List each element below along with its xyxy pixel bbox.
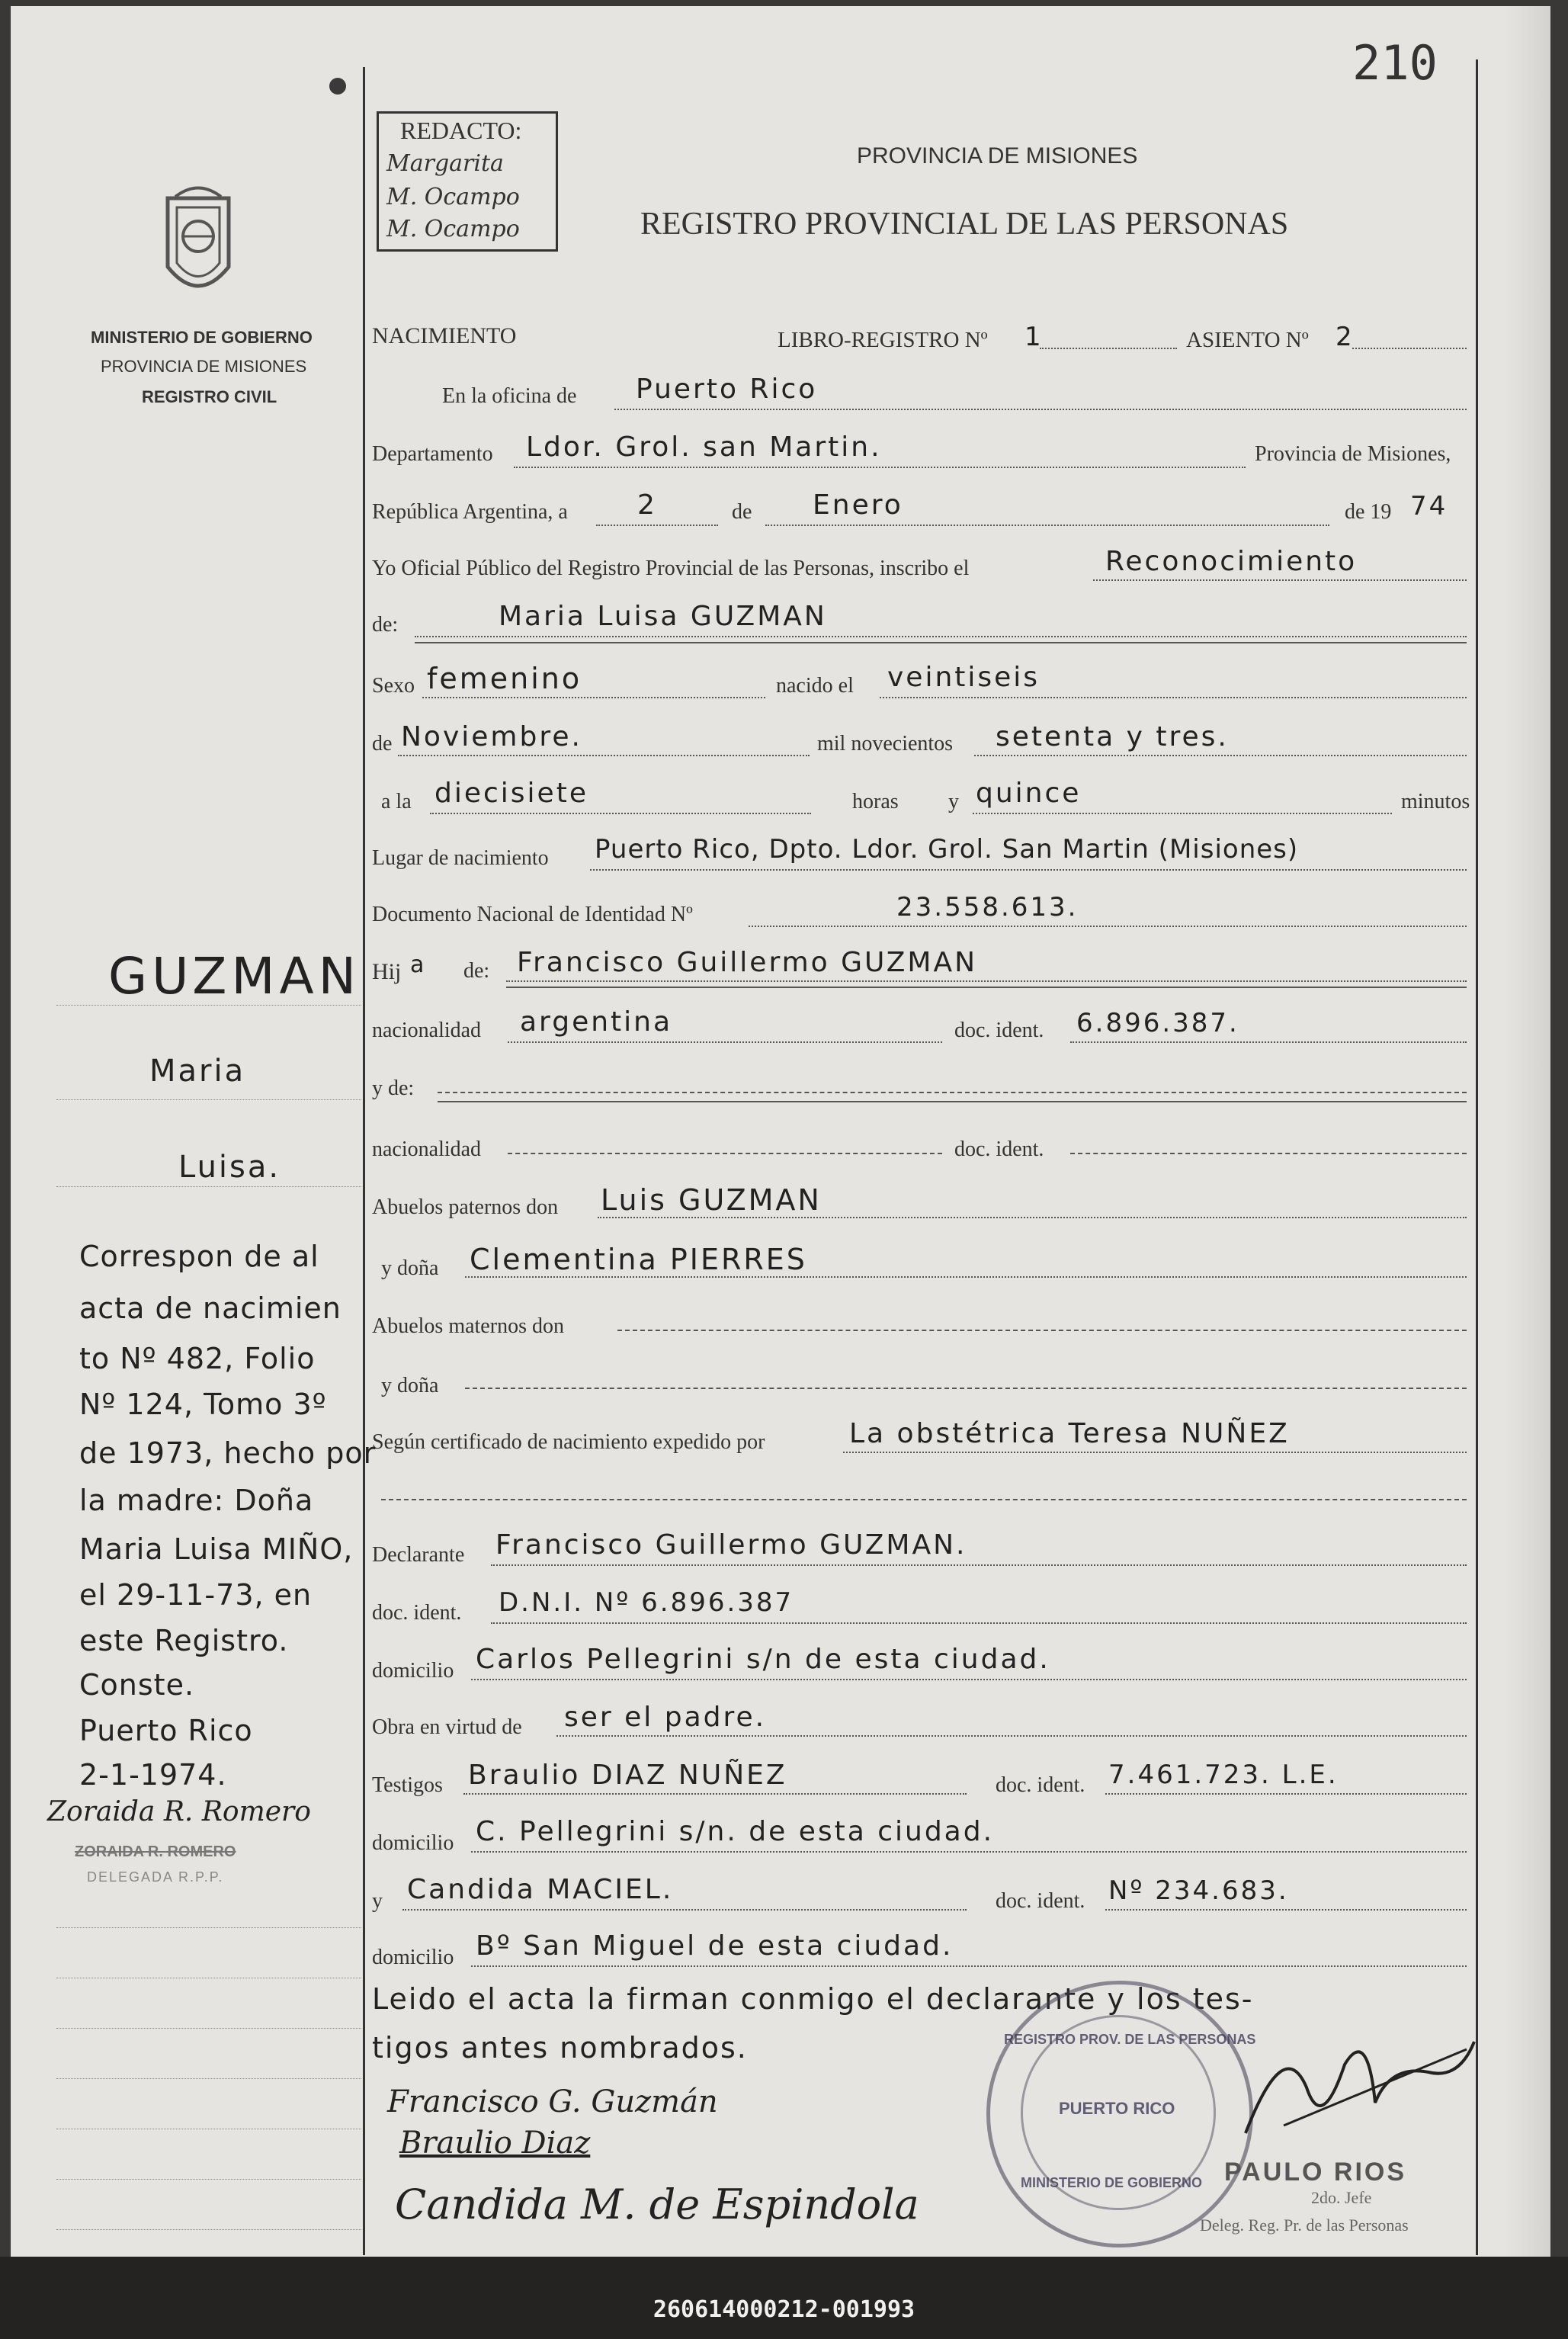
stamp-text-bottom: MINISTERIO DE GOBIERNO <box>1021 2175 1203 2190</box>
domicilio2-label: domicilio <box>372 1831 454 1855</box>
margin-name-1: Maria <box>149 1054 246 1089</box>
abuela-mat-dotline <box>465 1388 1467 1389</box>
margin-name-2: Luisa. <box>178 1150 281 1185</box>
redacto-name-3: M. Ocampo <box>386 216 520 242</box>
segun-label: Según certificado de nacimiento expedido por <box>372 1430 765 1454</box>
redacto-name-2: M. Ocampo <box>386 184 520 210</box>
nacionalidad2-label: nacionalidad <box>372 1137 482 1161</box>
dia-value: 2 <box>637 489 657 521</box>
abuelo-mat-dotline <box>617 1330 1467 1331</box>
ministry-line-1: MINISTERIO DE GOBIERNO <box>91 328 313 347</box>
doc-ident2-label: doc. ident. <box>954 1137 1044 1161</box>
doc-testigo1: 7.461.723. L.E. <box>1108 1760 1339 1790</box>
departamento-value: Ldor. Grol. san Martin. <box>526 432 882 463</box>
minutos-label: minutos <box>1401 790 1470 813</box>
declarante-value: Francisco Guillermo GUZMAN. <box>495 1529 967 1561</box>
mes-value: Enero <box>813 489 903 521</box>
nacido-value: veintiseis <box>887 662 1041 693</box>
doc-ident4-label: doc. ident. <box>996 1773 1085 1797</box>
domicilio-label: domicilio <box>372 1659 454 1683</box>
margin-note-line: la madre: Doña <box>79 1484 314 1517</box>
signature-testigo2: Candida M. de Espindola <box>395 2180 919 2228</box>
official-name: PAULO RIOS <box>1224 2158 1407 2187</box>
doc-padre: 6.896.387. <box>1076 1008 1239 1038</box>
margin-line <box>56 2078 361 2079</box>
inscribo-value: Reconocimiento <box>1105 546 1358 577</box>
segun-dotline <box>843 1452 1467 1453</box>
year-value: 74 <box>1410 491 1448 521</box>
mes-nac-value: Noviembre. <box>401 721 582 752</box>
margin-note-line: Maria Luisa MIÑO, <box>79 1532 354 1566</box>
republica-label: República Argentina, a <box>372 500 568 524</box>
nacionalidad2-dotline <box>508 1153 942 1154</box>
margin-line <box>56 1927 361 1928</box>
ministry-line-3: REGISTRO CIVIL <box>142 387 277 406</box>
nacionalidad-label: nacionalidad <box>372 1019 482 1042</box>
horas-label: horas <box>852 790 899 813</box>
record-type-label: NACIMIENTO <box>372 323 517 348</box>
oficina-dotline <box>614 409 1467 410</box>
abuelos-pat-label: Abuelos paternos don <box>372 1195 559 1219</box>
redacto-name-1: Margarita <box>386 150 504 177</box>
obra-label: Obra en virtud de <box>372 1715 522 1739</box>
oficial-label: Yo Oficial Público del Registro Provincial de las Personas, inscribo el <box>372 557 970 580</box>
ala-label: a la <box>381 790 412 813</box>
nacionalidad-dotline <box>508 1041 942 1043</box>
margin-line <box>56 2179 361 2180</box>
minutos-dotline <box>973 813 1392 814</box>
madre-underline <box>438 1101 1467 1102</box>
official-stamp <box>986 1981 1256 2248</box>
lugar-label: Lugar de nacimiento <box>372 846 549 870</box>
margin-note-line: Correspon de al <box>79 1240 319 1273</box>
page-shadow <box>1505 6 1550 2259</box>
redacto-box <box>377 111 558 252</box>
libro-value: 1 <box>1024 322 1044 352</box>
domicilio3-label: domicilio <box>372 1946 454 1969</box>
name-value: Maria Luisa GUZMAN <box>499 601 827 632</box>
domicilio-value: Carlos Pellegrini s/n de esta ciudad. <box>476 1644 1050 1675</box>
image-caption: 260614000212-001993 <box>653 2296 915 2323</box>
asiento-value: 2 <box>1336 322 1355 352</box>
padre-dotline <box>506 980 1467 982</box>
inscribo-dotline <box>1093 579 1467 581</box>
doc-testigo2: Nº 234.683. <box>1108 1875 1289 1906</box>
header-registry: REGISTRO PROVINCIAL DE LAS PERSONAS <box>640 207 1289 242</box>
folio-number: 210 <box>1352 35 1438 91</box>
margin-note-line: 2-1-1974. <box>79 1758 227 1792</box>
binding-hole-icon <box>329 78 346 95</box>
doc-padre-dotline <box>1070 1041 1467 1043</box>
testigo1-value: Braulio DIAZ NUÑEZ <box>468 1760 787 1791</box>
margin-line <box>56 2028 361 2029</box>
hora-value: diecisiete <box>434 778 588 809</box>
doc-testigo1-dotline <box>1105 1793 1467 1795</box>
de-name-label: de: <box>372 613 399 637</box>
nacido-dotline <box>880 697 1467 698</box>
dni-label: Documento Nacional de Identidad Nº <box>372 903 693 926</box>
abuelo-pat-value: Luis GUZMAN <box>601 1183 822 1217</box>
official-title-2: Deleg. Reg. Pr. de las Personas <box>1200 2215 1409 2235</box>
abuela-pat-dotline <box>465 1276 1467 1278</box>
oficina-label: En la oficina de <box>442 384 577 408</box>
madre-dotline <box>438 1092 1467 1093</box>
y-dona-label: y doña <box>381 1256 439 1280</box>
hora-dotline <box>430 813 811 814</box>
mil-label: mil novecientos <box>817 732 954 756</box>
header-province: PROVINCIA DE MISIONES <box>857 143 1138 168</box>
abuela-pat-value: Clementina PIERRES <box>470 1243 807 1276</box>
testigo2-value: Candida MACIEL. <box>407 1874 674 1905</box>
official-title-1: 2do. Jefe <box>1311 2188 1372 2207</box>
nacido-label: nacido el <box>776 674 854 698</box>
y2-label: y <box>372 1889 383 1913</box>
margin-note-line: acta de nacimien <box>79 1291 341 1325</box>
domicilio-testigo1-dotline <box>471 1851 1467 1853</box>
margin-line <box>56 2229 361 2230</box>
anio-nac-value: setenta y tres. <box>996 721 1229 752</box>
de-year-label: de 19 <box>1345 500 1392 524</box>
ministry-line-2: PROVINCIA DE MISIONES <box>101 357 307 376</box>
y-label: y <box>948 790 959 813</box>
leido-line-2: tigos antes nombrados. <box>372 2031 748 2065</box>
right-column-rule <box>1476 59 1478 2255</box>
margin-note-line: Conste. <box>79 1668 195 1702</box>
margin-note-line: Nº 124, Tomo 3º <box>79 1388 327 1421</box>
sexo-label: Sexo <box>372 674 415 698</box>
name-underline <box>415 642 1467 643</box>
margin-surname: GUZMAN <box>108 947 361 1006</box>
margin-note-line: to Nº 482, Folio <box>79 1342 316 1375</box>
margin-note-line: el 29-11-73, en <box>79 1578 313 1612</box>
margin-note-line: Puerto Rico <box>79 1714 253 1747</box>
signature-declarante: Francisco G. Guzmán <box>387 2084 718 2119</box>
obra-value: ser el padre. <box>564 1702 767 1733</box>
domicilio-testigo2-dotline <box>471 1965 1467 1967</box>
doc-ident3-label: doc. ident. <box>372 1601 462 1625</box>
dia-dotline <box>596 525 718 526</box>
name-dotline <box>415 636 1467 637</box>
doc-ident-label: doc. ident. <box>954 1019 1044 1042</box>
y-dona2-label: y doña <box>381 1374 439 1397</box>
lugar-value: Puerto Rico, Dpto. Ldor. Grol. San Martin (Misiones) <box>595 834 1299 865</box>
mes-dotline <box>765 525 1329 526</box>
signature-testigo1: Braulio Diaz <box>399 2126 591 2161</box>
left-column-rule <box>363 67 365 2255</box>
padre-underline <box>506 987 1467 988</box>
oficina-value: Puerto Rico <box>636 374 818 405</box>
dni-dotline <box>749 926 1467 927</box>
coat-of-arms-icon <box>160 183 236 313</box>
doc-declarante: D.N.I. Nº 6.896.387 <box>499 1587 794 1618</box>
departamento-dotline <box>514 467 1246 468</box>
nacionalidad-padre: argentina <box>520 1006 673 1038</box>
stamp-text-top: REGISTRO PROV. DE LAS PERSONAS <box>1004 2032 1256 2047</box>
padre-value: Francisco Guillermo GUZMAN <box>517 947 978 978</box>
domicilio-testigo1: C. Pellegrini s/n. de esta ciudad. <box>476 1816 995 1847</box>
margin-line <box>56 1186 361 1187</box>
hijo-label: Hij <box>372 959 402 984</box>
margin-line <box>56 1099 361 1100</box>
lugar-dotline <box>590 869 1467 871</box>
libro-dotline <box>1040 348 1177 349</box>
hijo-suffix: a <box>410 951 427 978</box>
abuelo-pat-dotline <box>598 1217 1467 1218</box>
domicilio-testigo2: Bº San Miguel de esta ciudad. <box>476 1930 954 1962</box>
leido-line-1: Leido el acta la firman conmigo el declarante y los tes- <box>372 1982 1254 2016</box>
asiento-dotline <box>1352 348 1467 349</box>
declarante-dotline <box>491 1564 1467 1566</box>
margin-note-line: de 1973, hecho por <box>79 1436 377 1470</box>
official-signature-icon <box>1238 2019 1482 2156</box>
asiento-label: ASIENTO Nº <box>1186 328 1309 352</box>
segun-value: La obstétrica Teresa NUÑEZ <box>849 1418 1290 1449</box>
abuelos-mat-label: Abuelos maternos don <box>372 1314 564 1338</box>
margin-signature-title-1: ZORAIDA R. ROMERO <box>75 1843 236 1860</box>
y-de-label: y de: <box>372 1076 415 1100</box>
de-label: de <box>732 500 752 524</box>
sexo-dotline <box>422 697 765 698</box>
anio-nac-dotline <box>974 755 1467 756</box>
declarante-label: Declarante <box>372 1543 465 1567</box>
minutos-value: quince <box>976 778 1082 809</box>
departamento-label: Departamento <box>372 442 493 466</box>
margin-note-line: este Registro. <box>79 1624 289 1657</box>
hijo-de-label: de: <box>463 959 490 983</box>
testigo1-dotline <box>463 1793 967 1795</box>
margin-line <box>56 1005 361 1006</box>
testigo2-dotline <box>402 1909 967 1911</box>
mes-nac-dotline <box>398 755 810 756</box>
stamp-text-center: PUERTO RICO <box>1059 2099 1175 2118</box>
testigos-label: Testigos <box>372 1773 443 1797</box>
document-page <box>11 6 1550 2259</box>
doc-testigo2-dotline <box>1105 1909 1467 1911</box>
doc-ident5-label: doc. ident. <box>996 1889 1085 1913</box>
de2-label: de <box>372 732 393 756</box>
domicilio-dotline <box>471 1679 1467 1680</box>
obra-dotline <box>556 1735 1467 1737</box>
doc-declarante-dotline <box>491 1622 1467 1624</box>
dni-value: 23.558.613. <box>896 892 1079 922</box>
margin-signature: Zoraida R. Romero <box>47 1796 311 1827</box>
redacto-label: REDACTO: <box>400 117 522 144</box>
libro-label: LIBRO-REGISTRO Nº <box>778 328 988 352</box>
provincia-label: Provincia de Misiones, <box>1255 442 1451 466</box>
segun-dotline-2 <box>381 1499 1467 1500</box>
margin-signature-title-2: DELEGADA R.P.P. <box>87 1869 224 1885</box>
sexo-value: femenino <box>427 662 582 695</box>
doc-madre-dotline <box>1070 1153 1467 1154</box>
